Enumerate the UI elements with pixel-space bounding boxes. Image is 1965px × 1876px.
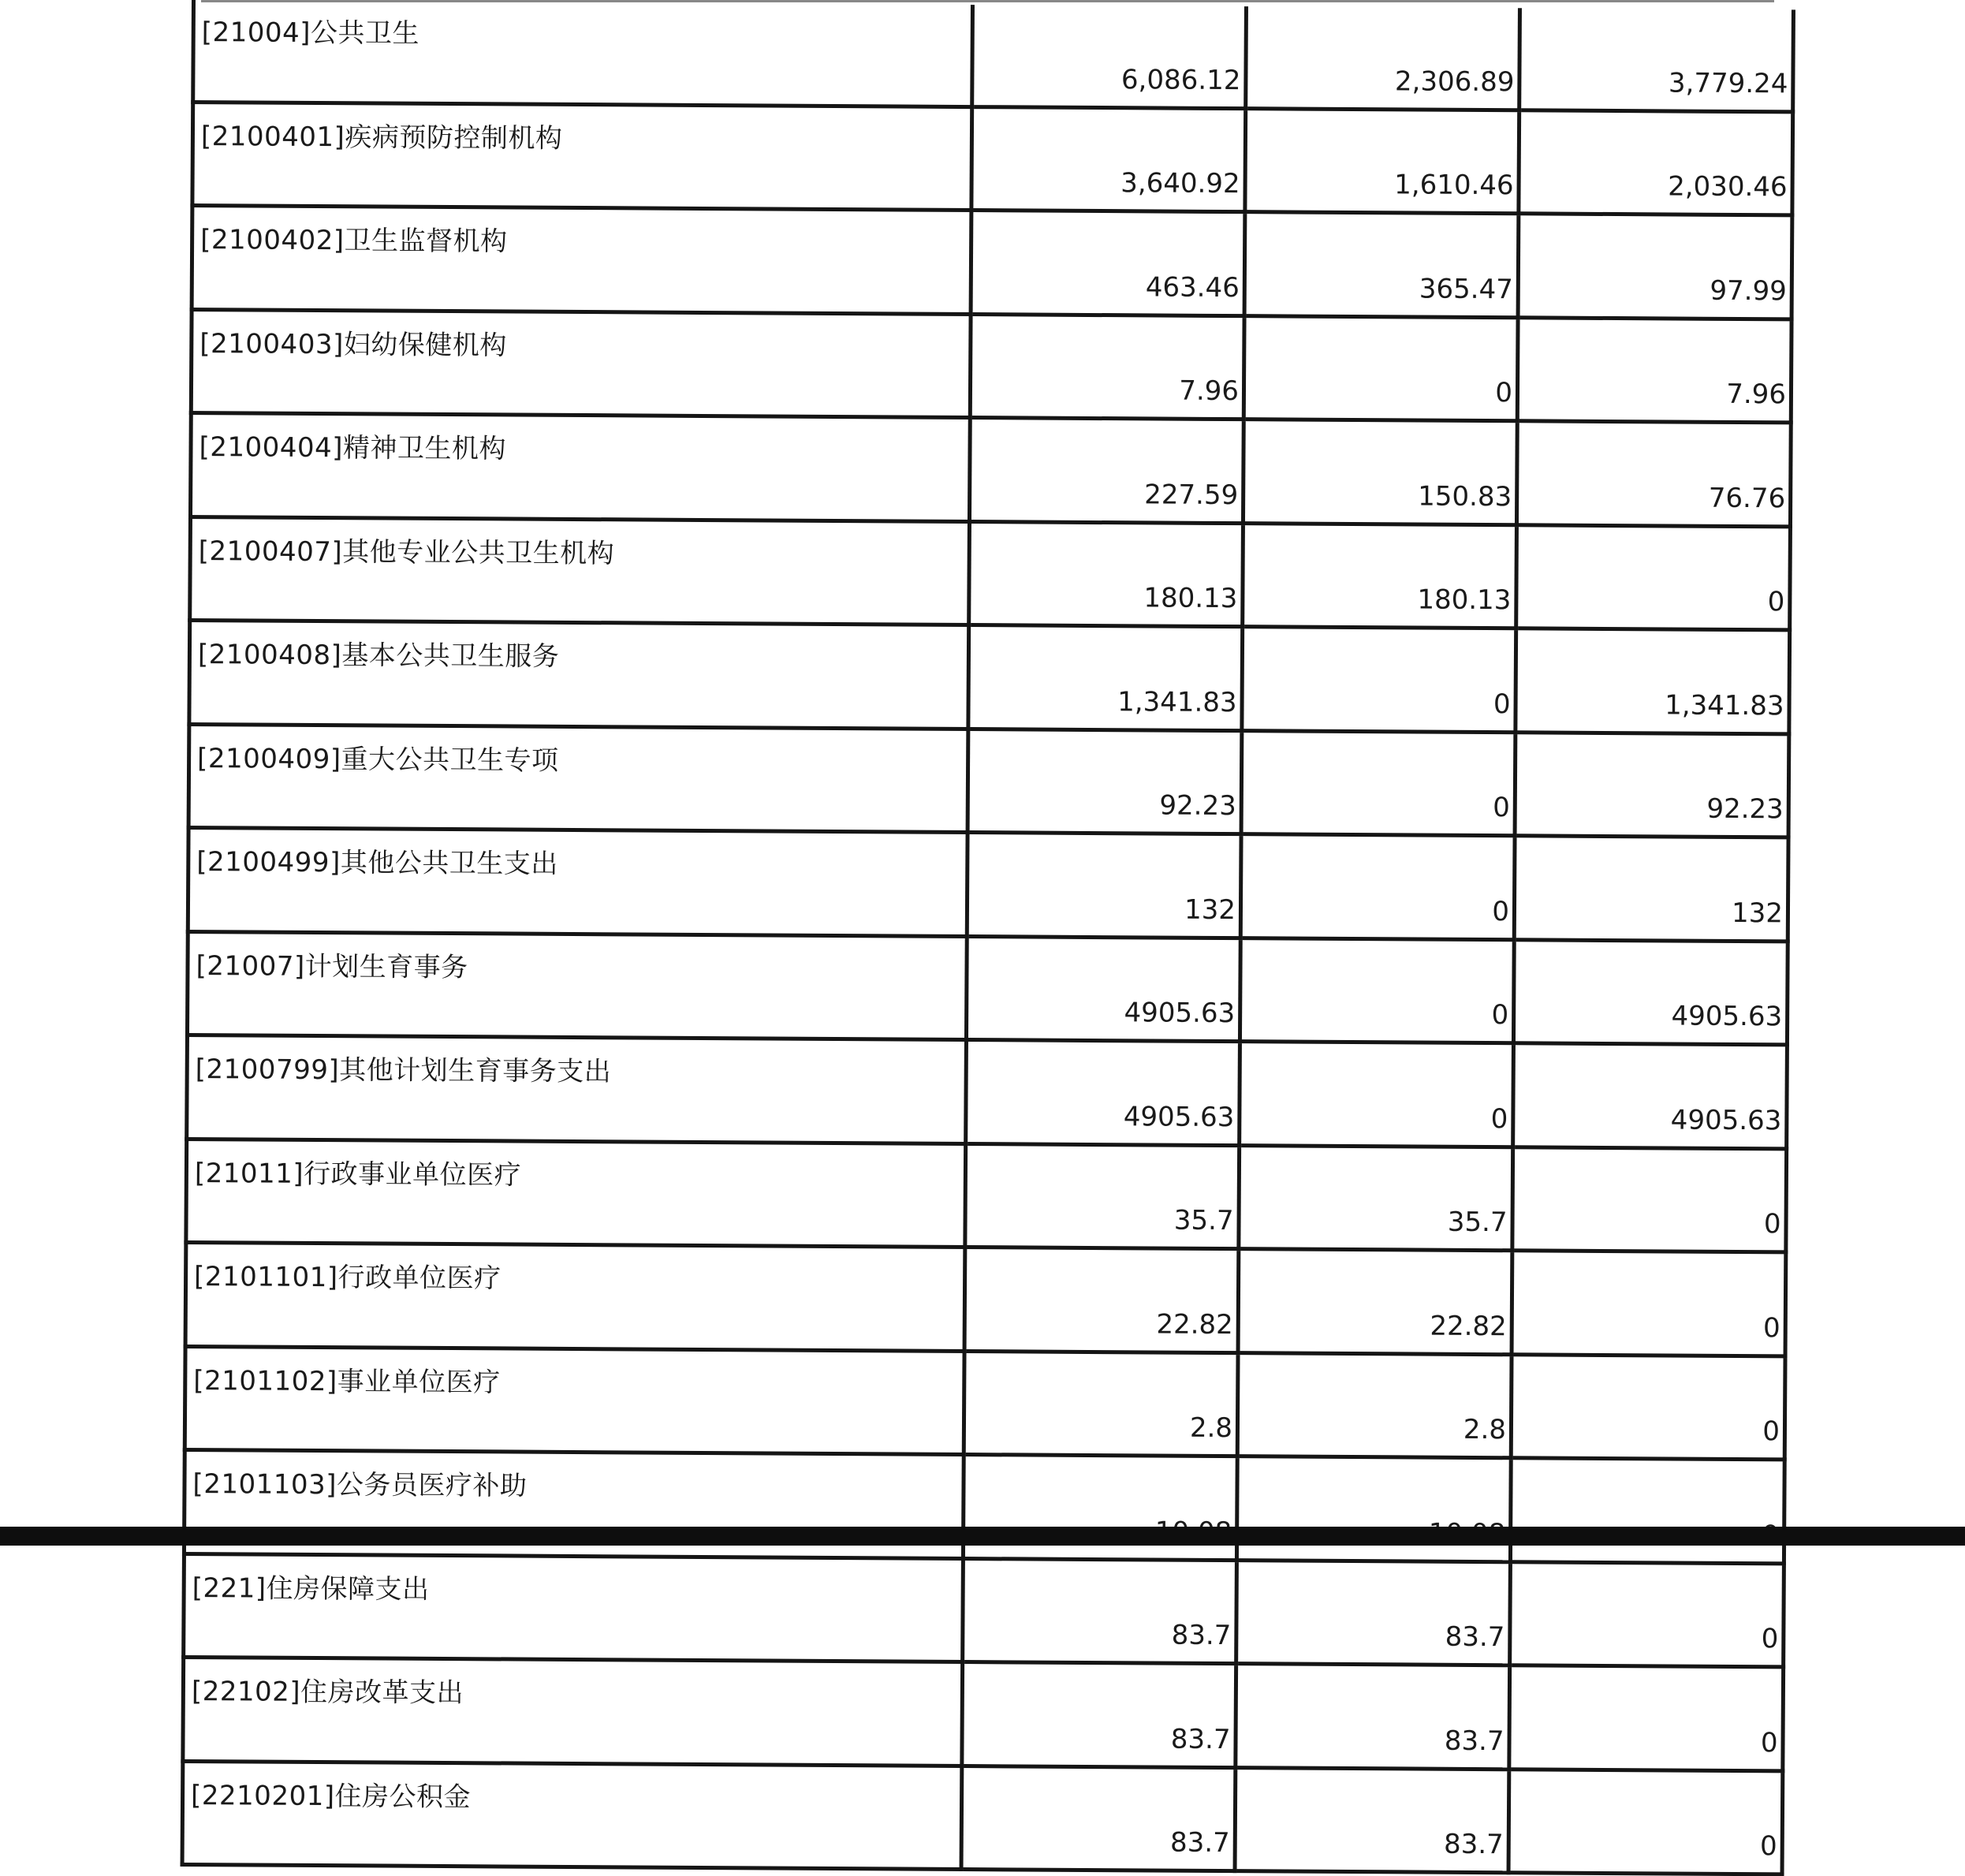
row-label: [2100401]疾病预防控制机构 xyxy=(192,102,972,211)
row-label: [2100402]卫生监督机构 xyxy=(192,206,971,315)
basic-cell: 83.7 xyxy=(1235,1767,1509,1873)
project-cell: 132 xyxy=(1514,836,1788,942)
project-cell: 3,779.24 xyxy=(1519,8,1794,111)
basic-cell: 35.7 xyxy=(1239,1145,1513,1251)
total-cell: 22.82 xyxy=(964,1248,1239,1353)
project-cell: 0 xyxy=(1509,1665,1784,1771)
basic-cell: 83.7 xyxy=(1236,1560,1511,1665)
table-row xyxy=(182,1761,1783,1874)
table-row xyxy=(186,1139,1787,1252)
table-row xyxy=(187,931,1788,1045)
basic-cell: 0 xyxy=(1240,938,1514,1043)
table-row xyxy=(192,206,1792,319)
total-cell: 83.7 xyxy=(963,1558,1237,1664)
row-label: [2101101]行政单位医疗 xyxy=(185,1242,965,1351)
row-label: [2100799]其他计划生育事务支出 xyxy=(187,1035,967,1143)
table-row xyxy=(193,0,1794,111)
basic-cell: 0 xyxy=(1241,730,1516,836)
table-row xyxy=(190,413,1791,527)
table-row xyxy=(184,1449,1784,1563)
table-row xyxy=(189,621,1790,734)
total-cell: 3,640.92 xyxy=(971,106,1246,212)
project-cell: 4905.63 xyxy=(1513,1043,1788,1149)
total-cell: 227.59 xyxy=(969,418,1244,524)
table-row xyxy=(190,517,1791,630)
project-cell: 0 xyxy=(1511,1354,1785,1460)
basic-cell: 1,610.46 xyxy=(1245,108,1519,214)
project-cell: 0 xyxy=(1512,1147,1787,1252)
row-label: [2101102]事业单位医疗 xyxy=(185,1346,964,1455)
row-label: [21004]公共卫生 xyxy=(193,0,973,106)
row-label: [2100409]重大公共卫生专项 xyxy=(188,724,968,833)
project-cell: 0 xyxy=(1516,524,1791,630)
basic-cell: 2,306.89 xyxy=(1246,6,1520,110)
total-cell: 132 xyxy=(967,833,1241,938)
row-label: [2100408]基本公共卫生服务 xyxy=(189,621,969,729)
project-cell: 0 xyxy=(1508,1769,1783,1874)
project-cell: 2,030.46 xyxy=(1519,110,1793,215)
basic-cell: 0 xyxy=(1242,627,1516,733)
basic-cell: 180.13 xyxy=(1243,523,1517,628)
table-row xyxy=(192,102,1793,215)
table-row xyxy=(188,724,1789,837)
project-cell: 0 xyxy=(1510,1561,1784,1667)
total-cell: 83.7 xyxy=(961,1766,1236,1871)
row-label: [2100403]妇幼保健机构 xyxy=(191,309,971,418)
table-row xyxy=(185,1346,1785,1460)
basic-cell: 150.83 xyxy=(1243,420,1517,525)
table-row xyxy=(191,309,1792,423)
table-row xyxy=(183,1657,1784,1770)
total-cell: 1,341.83 xyxy=(968,625,1243,731)
project-cell: 4905.63 xyxy=(1513,939,1788,1045)
total-cell: 6,086.12 xyxy=(972,5,1247,108)
basic-cell: 2.8 xyxy=(1237,1352,1512,1458)
row-label: [21007]计划生育事务 xyxy=(187,931,967,1040)
row-label: [2101103]公务员医疗补助 xyxy=(184,1449,964,1558)
project-cell: 1,341.83 xyxy=(1516,628,1790,734)
total-cell: 83.7 xyxy=(962,1662,1236,1768)
table-row xyxy=(185,1242,1786,1356)
row-label: [22102]住房改革支出 xyxy=(183,1657,963,1766)
row-label: [2100499]其他公共卫生支出 xyxy=(188,827,968,936)
project-cell: 92.23 xyxy=(1515,732,1789,837)
project-cell: 0 xyxy=(1512,1251,1786,1356)
basic-cell xyxy=(1236,1456,1511,1562)
row-label: [221]住房保障支出 xyxy=(184,1553,964,1662)
total-cell: 2.8 xyxy=(964,1351,1238,1456)
project-cell: 97.99 xyxy=(1518,214,1792,319)
scan-bottom-edge xyxy=(0,1527,1965,1546)
total-cell: 4905.63 xyxy=(966,936,1240,1042)
row-label: [2100407]其他专业公共卫生机构 xyxy=(190,517,970,625)
table-row xyxy=(188,827,1788,941)
row-label: [21011]行政事业单位医疗 xyxy=(186,1139,966,1248)
basic-cell: 0 xyxy=(1240,1042,1514,1147)
total-cell: 180.13 xyxy=(969,521,1244,627)
total-cell: 4905.63 xyxy=(966,1040,1240,1146)
total-cell: 35.7 xyxy=(965,1143,1240,1249)
project-cell: 7.96 xyxy=(1517,317,1792,423)
table-row xyxy=(187,1035,1788,1148)
basic-cell: 0 xyxy=(1244,315,1518,421)
row-label: [2100404]精神卫生机构 xyxy=(190,413,970,522)
row-label: [2210201]住房公积金 xyxy=(182,1761,962,1870)
basic-cell: 365.47 xyxy=(1244,212,1519,318)
basic-cell: 22.82 xyxy=(1238,1249,1512,1355)
project-cell: 76.76 xyxy=(1516,421,1791,527)
project-cell xyxy=(1510,1458,1784,1564)
total-cell: 7.96 xyxy=(970,314,1244,420)
total-cell: 92.23 xyxy=(968,729,1242,834)
budget-table xyxy=(181,0,1795,1876)
table-row xyxy=(184,1553,1784,1667)
basic-cell: 0 xyxy=(1240,834,1515,940)
basic-cell: 83.7 xyxy=(1236,1664,1510,1770)
total-cell: 463.46 xyxy=(971,211,1245,316)
